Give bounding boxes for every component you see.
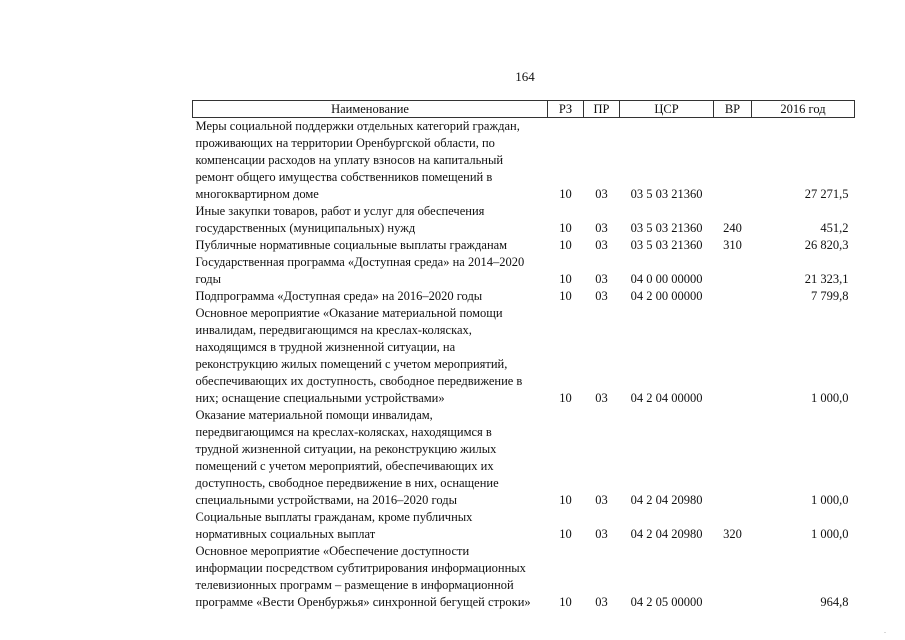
row-name-line: Оказание материальной помощи инвалидам, xyxy=(195,408,433,422)
row-name-line: трудной жизненной ситуации, на реконструкцию жилых xyxy=(195,442,497,456)
row-vr: 310 xyxy=(723,238,742,252)
table-row xyxy=(193,407,855,509)
row-csr: 03 5 03 21360 xyxy=(630,238,703,252)
row-name xyxy=(193,237,548,254)
row-vr xyxy=(714,305,752,407)
row-name xyxy=(193,509,548,543)
row-amount: 451,2 xyxy=(820,221,849,235)
row-amount: 7 799,8 xyxy=(811,289,849,303)
row-vr xyxy=(714,543,752,611)
row-amount: 21 323,1 xyxy=(804,272,849,286)
row-name-line: Государственная программа «Доступная среда» на 2014–2020 xyxy=(195,255,525,269)
budget-table xyxy=(192,100,855,611)
table-row xyxy=(193,288,855,305)
row-name-line: программе «Вести Оренбуржья» синхронной бегущей строки» xyxy=(195,595,531,609)
row-name xyxy=(193,203,548,237)
row-pr: 03 xyxy=(595,221,608,235)
row-amount: 1 000,0 xyxy=(811,493,849,507)
row-name-line: компенсации расходов на уплату взносов на капитальный xyxy=(195,153,504,167)
row-name-line: проживающих на территории Оренбургской области, по xyxy=(195,136,495,150)
table-row xyxy=(193,118,855,204)
row-name-line: реконструкцию жилых помещений с учетом мероприятий, xyxy=(195,357,508,371)
row-pr: 03 xyxy=(595,527,608,541)
row-name-line: Социальные выплаты гражданам, кроме публичных xyxy=(195,510,473,524)
header-name: Наименование xyxy=(193,101,548,118)
row-amount: 1 000,0 xyxy=(811,391,849,405)
row-amount: 1 000,0 xyxy=(811,527,849,541)
row-csr: 03 5 03 21360 xyxy=(630,221,703,235)
row-csr: 04 2 04 20980 xyxy=(630,527,703,541)
row-name-line: телевизионных программ – размещение в информационной xyxy=(195,578,514,592)
row-name-line: годы xyxy=(195,272,221,286)
row-name xyxy=(193,407,548,509)
table-row xyxy=(193,509,855,543)
row-pr: 03 xyxy=(595,493,608,507)
row-pr: 03 xyxy=(595,289,608,303)
row-name-line: помещений с учетом мероприятий, обеспечивающих их xyxy=(195,459,494,473)
row-pr: 03 xyxy=(595,238,608,252)
row-name-line: них; оснащение специальными устройствами» xyxy=(195,391,445,405)
row-rz: 10 xyxy=(559,595,572,609)
row-name-line: информации посредством субтитрирования информационных xyxy=(195,561,526,575)
header-csr: ЦСР xyxy=(620,101,714,118)
table-row xyxy=(193,543,855,611)
row-vr xyxy=(714,254,752,288)
row-name-line: многоквартирном доме xyxy=(195,187,319,201)
page-number: 164 xyxy=(515,69,535,84)
row-name-line: Иные закупки товаров, работ и услуг для обеспечения xyxy=(195,204,485,218)
corner-mark: . xyxy=(884,626,886,635)
row-pr: 03 xyxy=(595,272,608,286)
row-name xyxy=(193,305,548,407)
row-vr: 240 xyxy=(723,221,742,235)
row-name-line: ремонт общего имущества собственников помещений в xyxy=(195,170,493,184)
row-name xyxy=(193,254,548,288)
row-csr: 04 2 05 00000 xyxy=(630,595,703,609)
row-csr: 03 5 03 21360 xyxy=(630,187,703,201)
row-amount: 964,8 xyxy=(820,595,849,609)
row-name-line: Подпрограмма «Доступная среда» на 2016–2020 годы xyxy=(195,289,483,303)
row-vr xyxy=(714,118,752,204)
row-vr: 320 xyxy=(723,527,742,541)
row-name-line: Основное мероприятие «Оказание материальной помощи xyxy=(195,306,503,320)
header-rz: РЗ xyxy=(548,101,584,118)
row-pr: 03 xyxy=(595,187,608,201)
header-pr: ПР xyxy=(584,101,620,118)
row-csr: 04 2 04 00000 xyxy=(630,391,703,405)
row-rz: 10 xyxy=(559,187,572,201)
row-name xyxy=(193,543,548,611)
row-rz: 10 xyxy=(559,238,572,252)
row-name-line: доступность, свободное передвижение в них, оснащение xyxy=(195,476,499,490)
row-csr: 04 2 00 00000 xyxy=(630,289,703,303)
row-rz: 10 xyxy=(559,493,572,507)
header-year: 2016 год xyxy=(752,101,855,118)
row-pr: 03 xyxy=(595,391,608,405)
row-name-line: передвигающимся на креслах-колясках, находящимся в xyxy=(195,425,492,439)
row-vr xyxy=(714,288,752,305)
row-rz: 10 xyxy=(559,527,572,541)
row-csr: 04 2 04 20980 xyxy=(630,493,703,507)
row-name-line: инвалидам, передвигающимся на креслах-колясках, xyxy=(195,323,472,337)
table-row xyxy=(193,237,855,254)
row-rz: 10 xyxy=(559,272,572,286)
row-rz: 10 xyxy=(559,289,572,303)
row-name-line: специальными устройствами, на 2016–2020 годы xyxy=(195,493,458,507)
table-header-row xyxy=(193,101,855,118)
row-name xyxy=(193,288,548,305)
row-name xyxy=(193,118,548,204)
table-body xyxy=(193,118,855,612)
table-row xyxy=(193,305,855,407)
row-name-line: обеспечивающих их доступность, свободное передвижение в xyxy=(195,374,523,388)
row-amount: 26 820,3 xyxy=(804,238,849,252)
row-name-line: Меры социальной поддержки отдельных категорий граждан, xyxy=(195,119,520,133)
row-amount: 27 271,5 xyxy=(804,187,849,201)
row-rz: 10 xyxy=(559,391,572,405)
row-name-line: государственных (муниципальных) нужд xyxy=(195,221,416,235)
row-vr xyxy=(714,407,752,509)
header-vr: ВР xyxy=(714,101,752,118)
row-name-line: Публичные нормативные социальные выплаты гражданам xyxy=(195,238,508,252)
table-row xyxy=(193,203,855,237)
row-name-line: находящимся в трудной жизненной ситуации, на xyxy=(195,340,456,354)
row-name-line: нормативных социальных выплат xyxy=(195,527,376,541)
table-row xyxy=(193,254,855,288)
row-csr: 04 0 00 00000 xyxy=(630,272,703,286)
row-name-line: Основное мероприятие «Обеспечение доступности xyxy=(195,544,470,558)
row-rz: 10 xyxy=(559,221,572,235)
row-pr: 03 xyxy=(595,595,608,609)
